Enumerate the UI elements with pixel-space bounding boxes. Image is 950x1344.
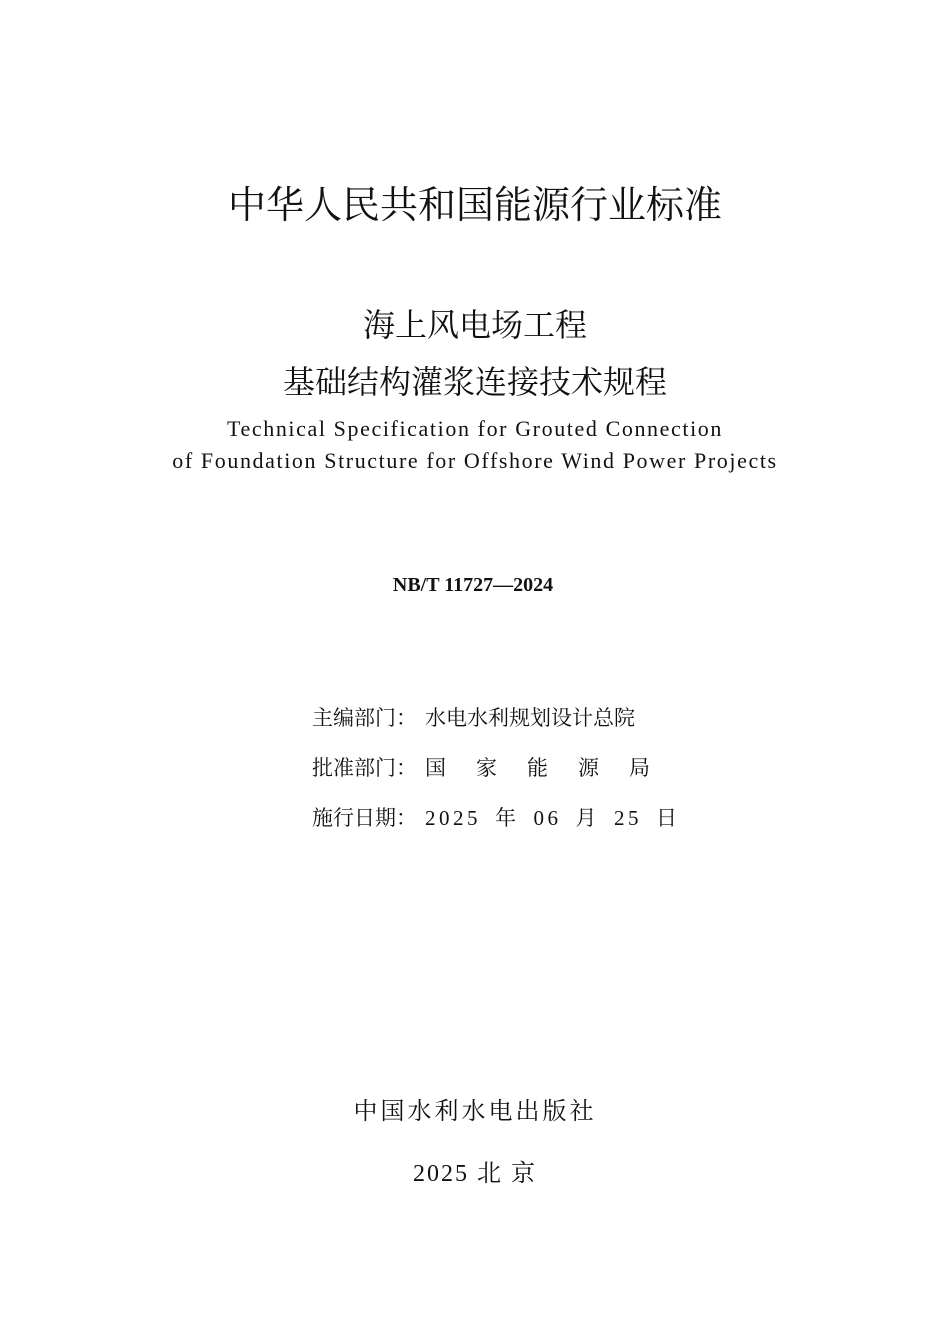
- title-cn-line-1: 海上风电场工程: [362, 306, 587, 344]
- approver-char: 局: [629, 756, 650, 780]
- title-cn-line-2: 基础结构灌浆连接技术规程: [282, 363, 667, 401]
- title-en-line-1: Technical Specification for Grouted Connection: [226, 416, 724, 441]
- effective-month: 06: [533, 806, 562, 830]
- effective-day: 25: [614, 806, 642, 830]
- effective-day-unit: 日: [656, 806, 681, 830]
- effective-year: 2025: [425, 806, 481, 830]
- effective-year-unit: 年: [495, 806, 520, 830]
- editor-value: 水电水利规划设计总院: [425, 706, 635, 730]
- publication-year: 2025: [413, 1161, 469, 1187]
- approver-value: [425, 752, 680, 782]
- approver-label: 批准部门：: [312, 756, 417, 780]
- editor-label: 主编部门：: [312, 706, 417, 730]
- issuance-info: [312, 692, 681, 842]
- publication-year-city: [0, 1158, 950, 1190]
- approver-char: 国: [425, 756, 446, 780]
- effective-date: [425, 802, 681, 832]
- approver-char: 家: [476, 756, 497, 780]
- standard-code: NB/T 11727—2024: [392, 574, 554, 596]
- effective-label: 施行日期：: [312, 806, 417, 830]
- publication-city: 北 京: [477, 1161, 537, 1187]
- industry-standard-heading: 中华人民共和国能源行业标准: [227, 183, 722, 227]
- title-en-line-2: of Foundation Structure for Offshore Wind Power Projects: [172, 448, 778, 473]
- approver-char: 源: [578, 756, 599, 780]
- effective-month-unit: 月: [575, 806, 600, 830]
- publisher-name: 中国水利水电出版社: [353, 1099, 597, 1125]
- approver-char: 能: [527, 756, 548, 780]
- effective-date-row: [312, 792, 681, 842]
- editor-row: [312, 692, 681, 742]
- approver-row: [312, 742, 681, 792]
